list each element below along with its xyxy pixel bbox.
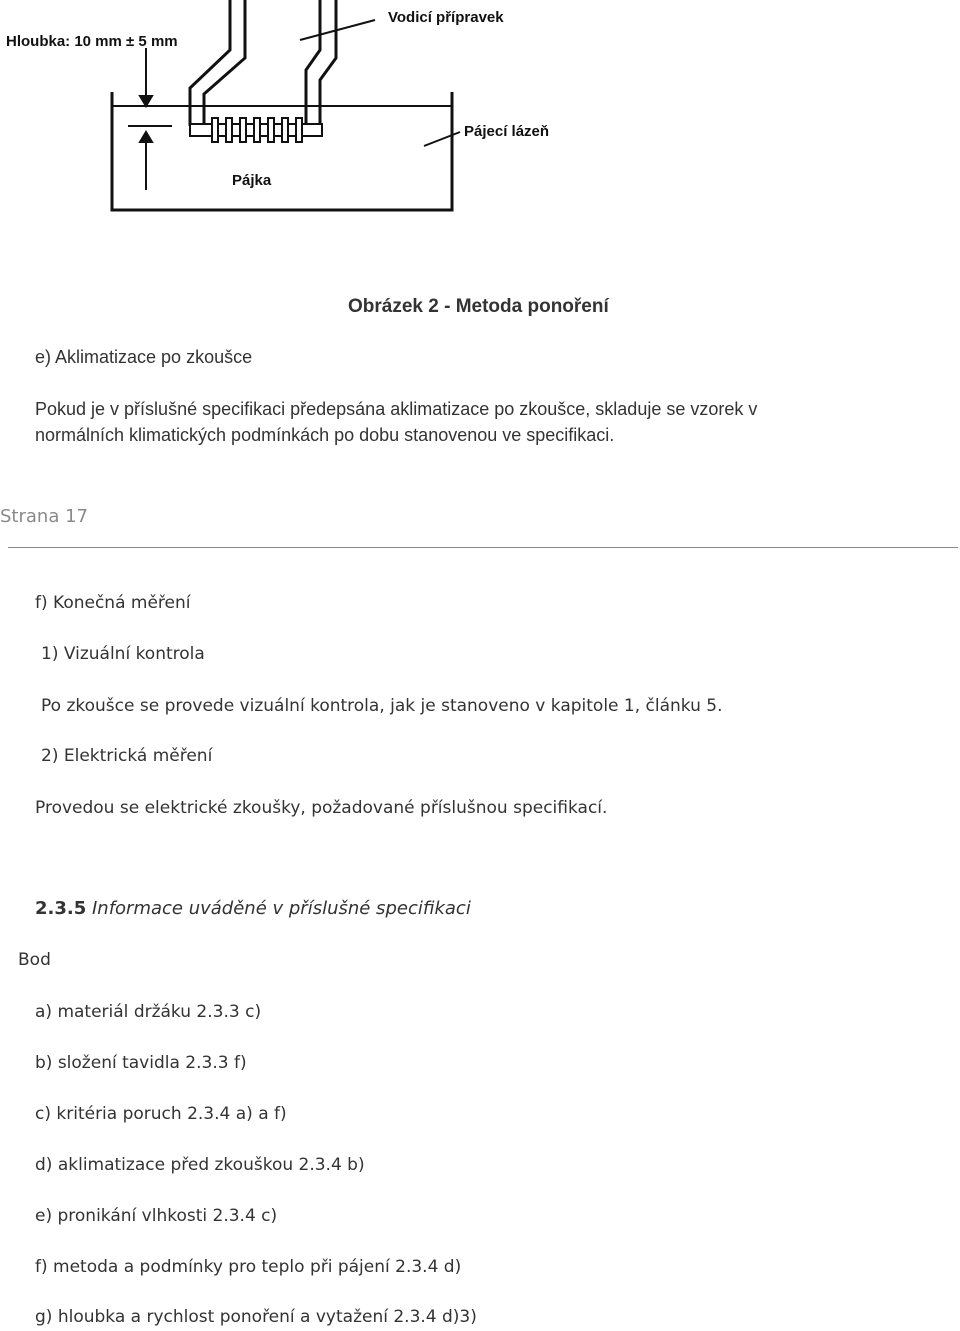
figure-caption: Obrázek 2 - Metoda ponoření xyxy=(348,296,609,317)
section-235-title-text: Informace uváděné v příslušné specifikaci xyxy=(86,898,471,919)
jig-label: Vodicí přípravek xyxy=(388,9,504,26)
component-under-test xyxy=(190,118,322,142)
bod-label: Bod xyxy=(18,950,51,970)
section-e-text-line2: normálních klimatických podmínkách po dobu stanovenou ve specifikaci. xyxy=(35,425,615,445)
solder-bath-vessel xyxy=(112,92,452,210)
list-item: b) složení tavidla 2.3.3 f) xyxy=(35,1053,247,1073)
list-item: c) kritéria poruch 2.3.4 a) a f) xyxy=(35,1104,287,1124)
section-235-title xyxy=(35,898,471,919)
electrical-measurement-heading: 2) Elektrická měření xyxy=(41,746,213,766)
bath-label: Pájecí lázeň xyxy=(464,123,550,140)
list-item: e) pronikání vlhkosti 2.3.4 c) xyxy=(35,1206,278,1226)
section-235-number: 2.3.5 xyxy=(35,898,87,919)
list-item: f) metoda a podmínky pro teplo při pájení 2.3.4 d) xyxy=(35,1257,462,1277)
section-f-heading: f) Konečná měření xyxy=(35,593,191,613)
depth-label: Hloubka: 10 mm ± 5 mm xyxy=(6,33,178,50)
visual-inspection-heading: 1) Vizuální kontrola xyxy=(41,644,205,664)
section-e-text-line1: Pokud je v příslušné specifikaci předepsána aklimatizace po zkoušce, skladuje se vzorek v xyxy=(35,399,758,419)
section-e-heading: e) Aklimatizace po zkoušce xyxy=(35,347,253,367)
list-item: g) hloubka a rychlost ponoření a vytažení 2.3.4 d)3) xyxy=(35,1307,477,1327)
list-item: d) aklimatizace před zkouškou 2.3.4 b) xyxy=(35,1155,365,1175)
visual-inspection-text: Po zkoušce se provede vizuální kontrola, jak je stanoveno v kapitole 1, článku 5. xyxy=(41,696,723,716)
page-number-label: Strana 17 xyxy=(0,506,88,527)
immersion-method-figure xyxy=(0,0,580,220)
page-divider xyxy=(8,547,958,548)
solder-label: Pájka xyxy=(232,172,272,189)
leader-lines xyxy=(300,20,460,146)
electrical-measurement-text: Provedou se elektrické zkoušky, požadované příslušnou specifikací. xyxy=(35,798,608,818)
list-item: a) materiál držáku 2.3.3 c) xyxy=(35,1002,262,1022)
guide-jig xyxy=(190,0,336,126)
depth-dimension-arrows xyxy=(128,48,172,190)
